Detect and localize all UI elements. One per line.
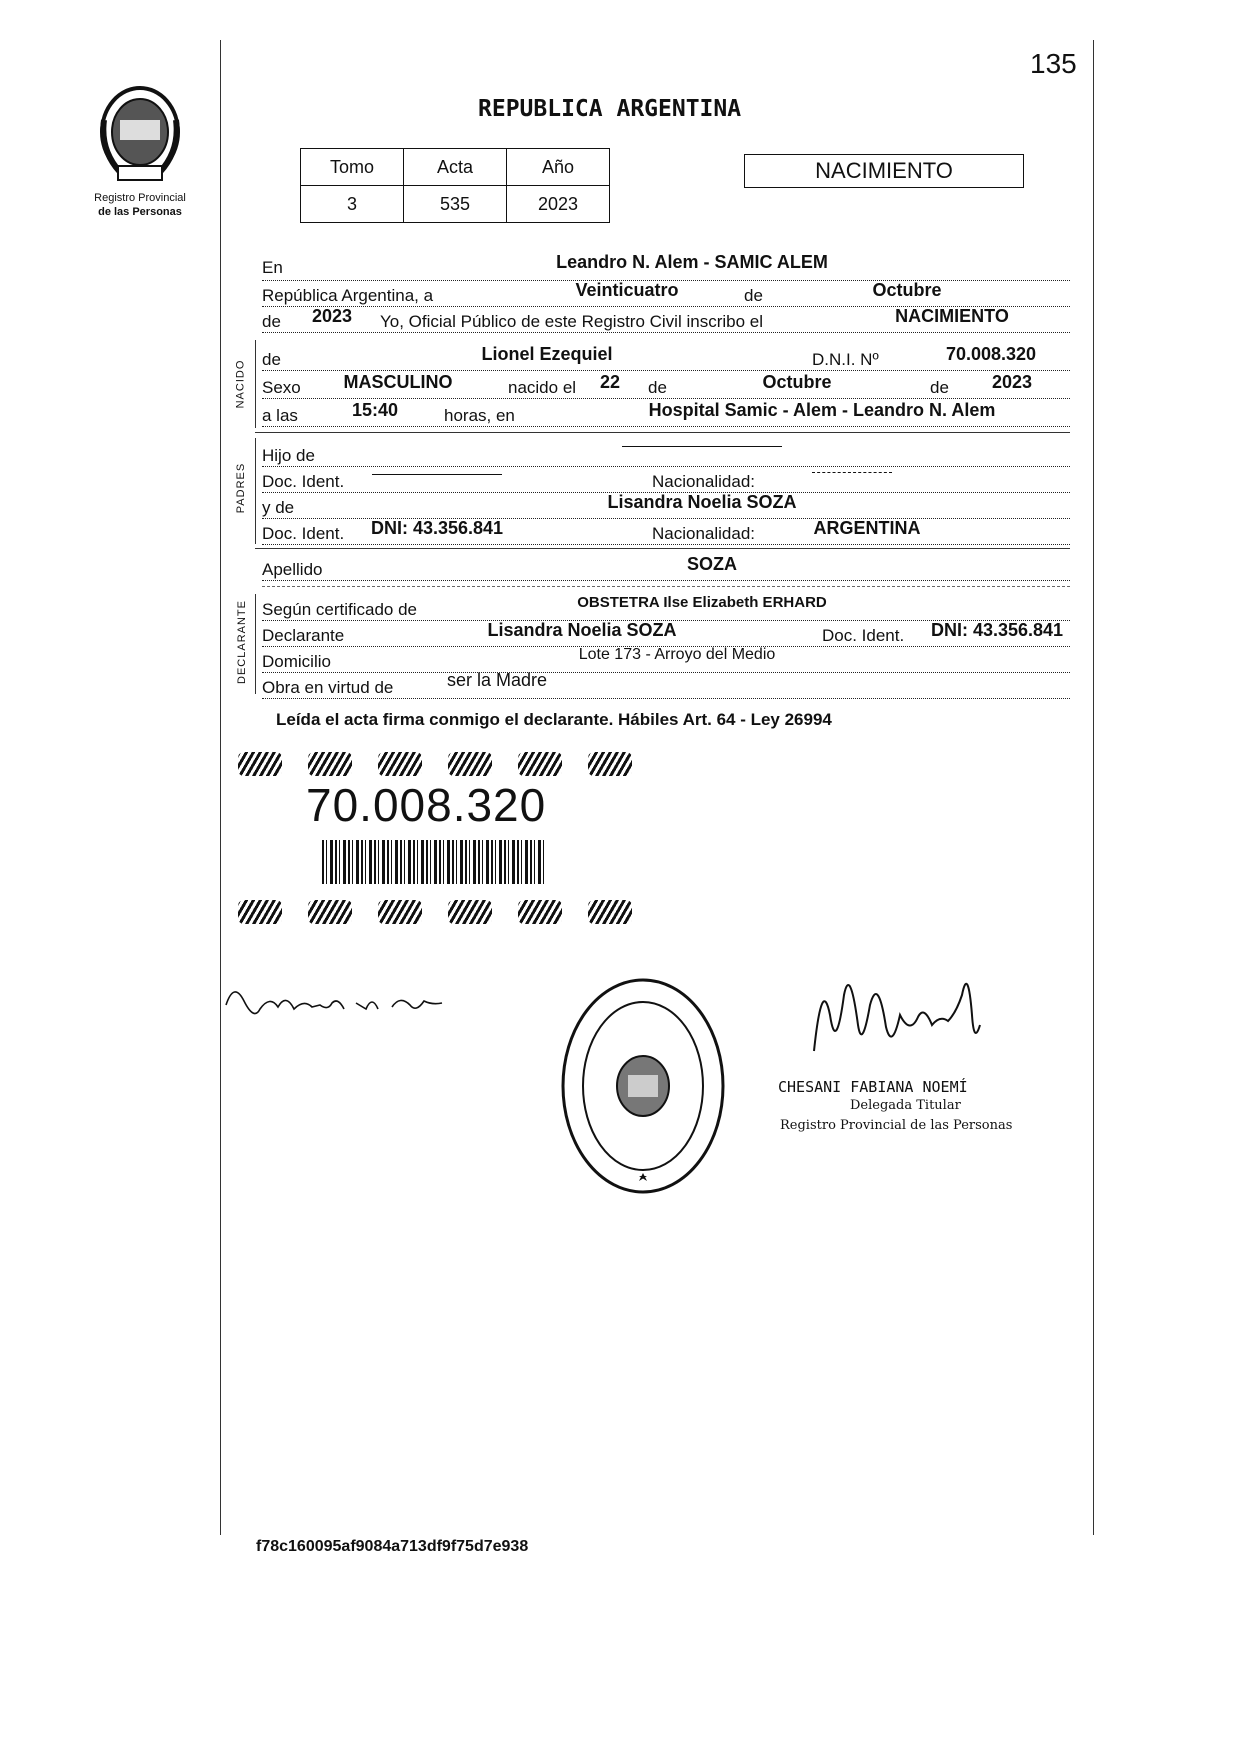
label-nacido-el: nacido el — [508, 378, 577, 397]
barcode-number: 70.008.320 — [306, 779, 547, 831]
official-office: Registro Provincial de las Personas — [780, 1118, 1013, 1133]
value-declarante: Lisandra Noelia SOZA — [487, 620, 677, 640]
row-en — [262, 252, 1070, 281]
label-de-3: de — [930, 378, 949, 397]
value-dia-nac: 22 — [599, 372, 621, 392]
separator-2 — [255, 548, 1070, 549]
value-domicilio: Lote 173 - Arroyo del Medio — [578, 646, 776, 663]
value-obra: ser la Madre — [446, 670, 548, 690]
row-doc-1 — [262, 468, 1070, 493]
value-declarante-doc: DNI: 43.356.841 — [930, 620, 1064, 640]
value-mes: Octubre — [872, 280, 942, 300]
footer-hash: f78c160095af9084a713df9f75d7e938 — [256, 1538, 529, 1555]
row-fecha — [262, 282, 1070, 307]
value-mes-nac: Octubre — [762, 372, 832, 392]
value-nombre: Lionel Ezequiel — [481, 344, 613, 364]
registry-label-2: de las Personas — [98, 206, 182, 218]
label-nacionalidad-2: Nacionalidad: — [652, 524, 756, 543]
left-margin-line — [220, 40, 221, 1535]
official-name: CHESANI FABIANA NOEMÍ — [778, 1078, 968, 1096]
value-dni: 70.008.320 — [945, 344, 1037, 364]
value-madre-doc: DNI: 43.356.841 — [370, 518, 504, 538]
row-oficial — [262, 308, 1070, 333]
padres-bracket — [255, 438, 256, 544]
label-y-de: y de — [262, 498, 295, 517]
acta-header: Acta — [404, 149, 507, 186]
label-a-las: a las — [262, 406, 298, 425]
declarant-signature — [220, 975, 460, 1035]
official-signature — [800, 955, 1000, 1065]
page-number: 135 — [1030, 48, 1077, 79]
registry-label-1: Registro Provincial — [94, 192, 186, 204]
label-hijo-de: Hijo de — [262, 446, 315, 465]
row-hijo-de — [262, 442, 1070, 467]
separator-1 — [255, 432, 1070, 433]
value-anio: 2023 — [311, 306, 353, 326]
tomo-header: Tomo — [301, 149, 404, 186]
label-horas-en: horas, en — [444, 406, 515, 425]
label-segun-certificado: Según certificado de — [262, 600, 417, 619]
provincial-crest-logo — [90, 80, 190, 190]
value-lugar: Leandro N. Alem - SAMIC ALEM — [556, 252, 828, 272]
row-madre — [262, 494, 1070, 519]
value-tipo: NACIMIENTO — [895, 306, 1009, 326]
side-label-nacido: NACIDO — [234, 359, 247, 409]
row-domicilio — [262, 648, 1070, 673]
record-table — [300, 148, 610, 223]
declarante-bracket — [255, 594, 256, 694]
label-de-mes: de — [744, 286, 763, 305]
side-label-declarante: DECLARANTE — [235, 600, 248, 684]
security-stripe-top — [238, 752, 668, 778]
label-sexo: Sexo — [262, 378, 301, 397]
row-hora — [262, 402, 1070, 427]
padre-doc-blank — [372, 474, 502, 475]
label-doc-ident-2: Doc. Ident. — [262, 524, 345, 543]
official-role: Delegada Titular — [850, 1098, 961, 1113]
value-lugar-nac: Hospital Samic - Alem - Leandro N. Alem — [648, 400, 996, 420]
value-madre-nacionalidad: ARGENTINA — [813, 518, 921, 538]
padre-blank-dash — [622, 446, 782, 447]
label-doc-ident-1: Doc. Ident. — [262, 472, 345, 491]
label-doc-ident-3: Doc. Ident. — [822, 626, 905, 645]
value-certificado: OBSTETRA Ilse Elizabeth ERHARD — [577, 594, 827, 611]
security-stripe-bottom — [238, 900, 668, 926]
official-seal — [558, 975, 728, 1197]
anio-header: Año — [507, 149, 610, 186]
row-doc-2 — [262, 520, 1070, 545]
label-de-anio: de — [262, 312, 281, 331]
value-madre: Lisandra Noelia SOZA — [607, 492, 797, 512]
nacido-bracket — [255, 340, 256, 428]
anio-value: 2023 — [507, 186, 610, 223]
tomo-value: 3 — [301, 186, 404, 223]
registry-type-box: NACIMIENTO — [744, 154, 1024, 188]
padre-nacionalidad-blank — [812, 472, 892, 473]
label-obra-en-virtud: Obra en virtud de — [262, 678, 394, 697]
label-de-2: de — [648, 378, 667, 397]
row-obra — [262, 670, 1070, 699]
value-apellido: SOZA — [686, 554, 737, 574]
row-certificado — [262, 596, 1070, 621]
closing-text: Leída el acta firma conmigo el declarante. Hábiles Art. 64 - Ley 26994 — [276, 710, 832, 729]
value-dia-letras: Veinticuatro — [575, 280, 679, 300]
row-sexo — [262, 374, 1070, 399]
row-apellido — [262, 556, 1070, 581]
value-hora: 15:40 — [351, 400, 399, 420]
value-sexo: MASCULINO — [343, 372, 453, 392]
label-domicilio: Domicilio — [262, 652, 331, 671]
row-declarante — [262, 622, 1070, 647]
label-en: En — [262, 258, 283, 277]
label-de-nombre: de — [262, 350, 281, 369]
label-republica: República Argentina, a — [262, 286, 434, 305]
barcode — [322, 840, 544, 884]
acta-value: 535 — [404, 186, 507, 223]
right-margin-line — [1093, 40, 1094, 1535]
row-nombre — [262, 346, 1070, 371]
label-declarante: Declarante — [262, 626, 345, 645]
country-title: REPUBLICA ARGENTINA — [478, 96, 742, 122]
separator-3 — [262, 586, 1070, 587]
label-apellido: Apellido — [262, 560, 323, 579]
side-label-padres: PADRES — [235, 462, 248, 514]
value-anio-nac: 2023 — [991, 372, 1033, 392]
label-dni: D.N.I. Nº — [812, 350, 879, 369]
label-oficial: Yo, Oficial Público de este Registro Civil inscribo el — [380, 312, 763, 331]
label-nacionalidad-1: Nacionalidad: — [652, 472, 756, 491]
